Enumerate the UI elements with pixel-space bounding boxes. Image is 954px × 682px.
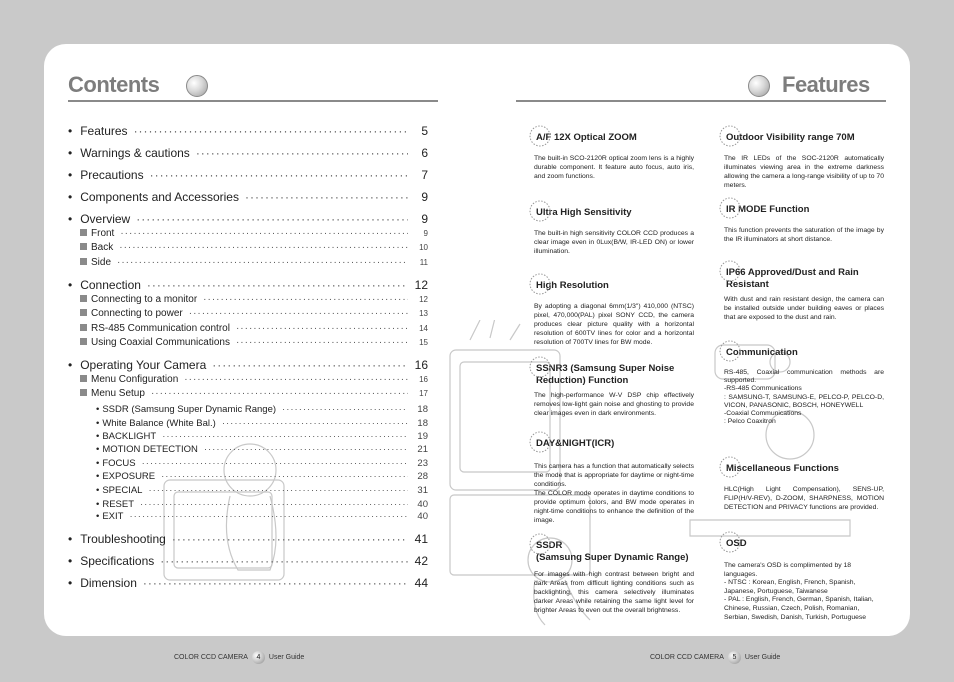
divider-line [68, 100, 438, 102]
feature-block [724, 204, 884, 244]
feature-description: The high-performance W-V DSP chip effectively removes low-light gain noise and ghosting to provide clear images even in dark environments. [534, 392, 694, 417]
toc-subentry[interactable]: Menu Setup ····· 17 [68, 388, 428, 399]
toc-subsubentry[interactable]: • SPECIAL ····· 31 [68, 485, 428, 496]
toc-subsubentry[interactable]: • MOTION DETECTION ····· 21 [68, 444, 428, 455]
feature-title: OSD [726, 538, 747, 549]
toc-entry[interactable]: • Features ····· 5 [68, 124, 428, 138]
feature-block [724, 267, 884, 322]
toc-entry[interactable]: • Warnings & cautions ····· 6 [68, 146, 428, 160]
feature-title: A/F 12X Optical ZOOM [536, 132, 637, 143]
feature-description: For images with high contrast between bright and dark Areas from difficult lighting conditions such as backlighting, this camera selectively illuminates darker Areas while retaining the same light level for brighter Areas to even out the overall brightness. [534, 571, 694, 614]
feature-description: This camera has a function that automatically selects the mode that is appropriate for daytime or night-time conditions. The COLOR mode operates in daytime conditions to provide optimum colors, and BW mode operates in night-time conditions to enhance the definition of the image. [534, 463, 694, 524]
footer-doc: User Guide [268, 654, 305, 661]
toc-subsubentry[interactable]: • SSDR (Samsung Super Dynamic Range) ····· 18 [68, 404, 428, 415]
toc-entry[interactable]: • Overview ····· 9 [68, 212, 428, 226]
feature-block [534, 280, 694, 347]
page-number: 4 [252, 651, 265, 664]
toc-subsubentry[interactable]: • EXPOSURE ····· 28 [68, 471, 428, 482]
starburst-icon [528, 430, 552, 454]
toc-entry[interactable]: • Connection ····· 12 [68, 278, 428, 292]
feature-title: High Resolution [536, 280, 609, 291]
starburst-icon [718, 196, 742, 220]
footer-product: COLOR CCD CAMERA [650, 654, 724, 661]
toc-subsubentry[interactable]: • RESET ····· 40 [68, 499, 428, 510]
feature-description: The built-in SCO-2120R optical zoom lens is a highly durable component. It feature auto focus, auto iris, and zoom functions. [534, 155, 694, 180]
feature-description: The built-in high sensitivity COLOR CCD produces a clear image even in 0Lux(B/W, IR-LED ON) or lower illumination. [534, 230, 694, 255]
toc-subentry[interactable]: Side ····· 11 [68, 257, 428, 268]
feature-block [534, 540, 694, 615]
feature-description: This function prevents the saturation of the image by the IR illuminators at short distance. [724, 227, 884, 243]
toc-subentry[interactable]: Front ····· 9 [68, 228, 428, 239]
toc-entry[interactable]: • Precautions ····· 7 [68, 168, 428, 182]
feature-block [534, 132, 694, 181]
toc-subsubentry[interactable]: • EXIT ····· 40 [68, 511, 428, 522]
toc-entry[interactable]: • Operating Your Camera ····· 16 [68, 358, 428, 372]
page-number: 5 [728, 651, 741, 664]
feature-title: IR MODE Function [726, 204, 810, 215]
feature-description: With dust and rain resistant design, the camera can be installed outside under building eaves or places that are exposed to the dust and rain. [724, 296, 884, 321]
toc-subentry[interactable]: Connecting to power ····· 13 [68, 308, 428, 319]
feature-title: Ultra High Sensitivity [536, 207, 632, 218]
feature-description: HLC(High Light Compensation), SENS-UP, FLIP(H/V-REV), D-ZOOM, SHARPNESS, MOTION DETECTION and PRIVACY functions are provided. [724, 486, 884, 511]
left-page-footer [174, 651, 304, 664]
starburst-icon [528, 532, 552, 556]
feature-block [534, 438, 694, 525]
feature-block [724, 463, 884, 512]
toc-entry[interactable]: • Troubleshooting ····· 41 [68, 532, 428, 546]
feature-title: Communication [726, 347, 798, 358]
feature-block [534, 363, 694, 418]
feature-description: RS-485, Coaxial communication methods are supported. -RS-485 Communications : SAMSUNG-T, SAMSUNG-E, PELCO-P, PELCO-D, VICON, PANASONIC, BOSCH, HONEYWELL -Coaxial Communications : Pelco Coaxitron [724, 369, 884, 426]
right-page-footer [650, 651, 780, 664]
toc-subsubentry[interactable]: • FOCUS ····· 23 [68, 458, 428, 469]
starburst-icon [528, 199, 552, 223]
starburst-icon [718, 339, 742, 363]
feature-title: DAY&NIGHT(ICR) [536, 438, 615, 449]
toc-subentry[interactable]: Connecting to a monitor ····· 12 [68, 294, 428, 305]
starburst-icon [718, 259, 742, 283]
feature-title: SSNR3 (Samsung Super Noise Reduction) Function [536, 363, 675, 386]
toc-subentry[interactable]: Back ····· 10 [68, 242, 428, 253]
feature-block [724, 132, 884, 190]
toc-entry[interactable]: • Components and Accessories ····· 9 [68, 190, 428, 204]
toc-subentry[interactable]: Using Coaxial Communications ····· 15 [68, 337, 428, 348]
feature-title: IP66 Approved/Dust and Rain Resistant [726, 267, 859, 290]
starburst-icon [528, 355, 552, 379]
toc-subentry[interactable]: Menu Configuration ····· 16 [68, 374, 428, 385]
feature-title: SSDR (Samsung Super Dynamic Range) [536, 540, 689, 563]
sphere-ornament-icon [186, 75, 208, 97]
starburst-icon [528, 272, 552, 296]
toc-entry[interactable]: • Dimension ····· 44 [68, 576, 428, 590]
toc-subentry[interactable]: RS-485 Communication control ····· 14 [68, 323, 428, 334]
contents-title: Contents [68, 72, 160, 97]
feature-description: The IR LEDs of the SOC-2120R automatically illuminates viewing area in the extreme darkness allowing the camera a long-range visibility of up to 70 meters. [724, 155, 884, 189]
divider-line [516, 100, 886, 102]
footer-product: COLOR CCD CAMERA [174, 654, 248, 661]
starburst-icon [528, 124, 552, 148]
feature-title: Miscellaneous Functions [726, 463, 839, 474]
toc-subsubentry[interactable]: • BACKLIGHT ····· 19 [68, 431, 428, 442]
feature-title: Outdoor Visibility range 70M [726, 132, 855, 143]
starburst-icon [718, 530, 742, 554]
feature-description: By adopting a diagonal 6mm(1/3") 410,000 (NTSC) pixel, 470,000(PAL) pixel SONY CCD, the camera produces clear picture quality with a horizontal resolution of 600TV lines for color and a horizontal resolution of 700TV lines for BW mode. [534, 303, 694, 346]
toc-subsubentry[interactable]: • White Balance (White Bal.) ····· 18 [68, 418, 428, 429]
feature-block [534, 207, 694, 256]
sphere-ornament-icon [748, 75, 770, 97]
feature-description: The camera's OSD is complimented by 18 languages. - NTSC : Korean, English, French, Spanish, Japanese, Portuguese, Taiwanese - PAL : English, French, German, Spanish, Italian, Chinese, Russian, Czech, Polish, Romanian, Serbian, Swedish, Danish, Turkish, Portuguese [724, 562, 874, 621]
footer-doc: User Guide [744, 654, 781, 661]
feature-block [724, 538, 884, 622]
toc-entry[interactable]: • Specifications ····· 42 [68, 554, 428, 568]
features-title: Features [782, 72, 870, 97]
starburst-icon [718, 455, 742, 479]
feature-block [724, 347, 884, 426]
starburst-icon [718, 124, 742, 148]
